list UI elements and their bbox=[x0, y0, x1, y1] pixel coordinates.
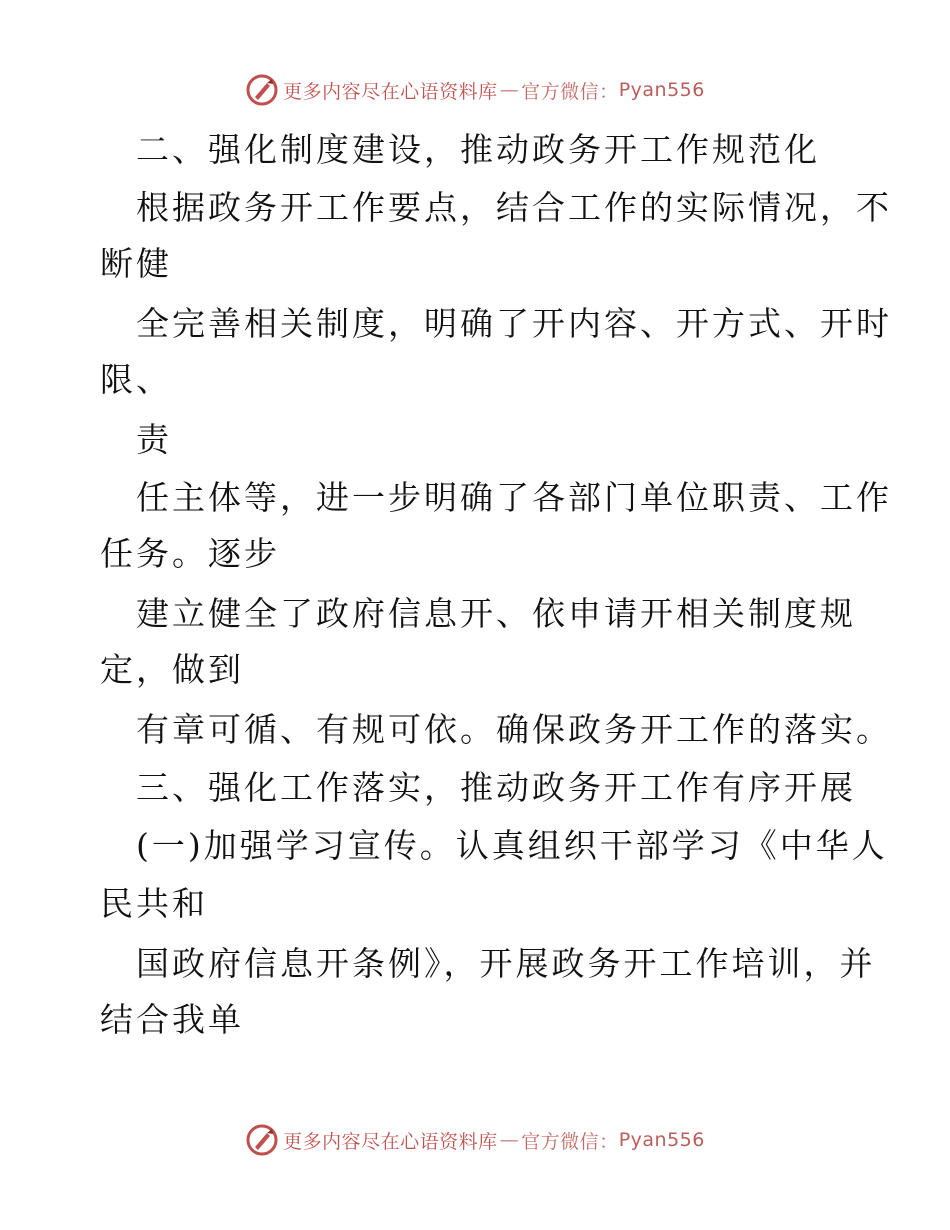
watermark-wechat-label: 官方微信： bbox=[521, 80, 619, 103]
section-heading: 二、强化制度建设，推动政务开工作规范化 bbox=[136, 130, 820, 169]
paragraph-line: 责 bbox=[136, 420, 172, 459]
paragraph-line: (一)加强学习宣传。认真组织干部学习《中华人 bbox=[136, 826, 888, 865]
paragraph-line: 国政府信息开条例》，开展政务开工作培训，并 bbox=[136, 944, 876, 983]
paragraph-line: 任务。逐步 bbox=[100, 534, 280, 573]
paragraph-line: 任主体等，进一步明确了各部门单位职责、工作 bbox=[136, 478, 892, 517]
watermark-separator: — bbox=[499, 1129, 520, 1151]
section-heading: 三、强化工作落实，推动政务开工作有序开展 bbox=[136, 768, 856, 807]
watermark-wechat-id: Pyan556 bbox=[618, 1129, 705, 1151]
watermark-wechat-label: 官方微信： bbox=[521, 1130, 619, 1153]
watermark-separator: — bbox=[499, 79, 520, 101]
paragraph-line: 限、 bbox=[100, 360, 172, 399]
footer-watermark bbox=[0, 1120, 950, 1160]
paragraph-line: 建立健全了政府信息开、依申请开相关制度规 bbox=[136, 594, 856, 633]
paragraph-line: 定，做到 bbox=[100, 650, 244, 689]
paragraph-line: 结合我单 bbox=[100, 1000, 244, 1039]
paragraph-line: 根据政务开工作要点，结合工作的实际情况，不 bbox=[136, 188, 892, 227]
watermark-main-text: 更多内容尽在心语资料库 bbox=[283, 1130, 498, 1153]
paragraph-line: 有章可循、有规可依。确保政务开工作的落实。 bbox=[136, 710, 892, 749]
pen-logo-icon bbox=[245, 73, 279, 107]
paragraph-line: 断健 bbox=[100, 244, 172, 283]
paragraph-line: 全完善相关制度，明确了开内容、开方式、开时 bbox=[136, 304, 892, 343]
header-watermark bbox=[0, 70, 950, 110]
pen-logo-icon bbox=[245, 1123, 279, 1157]
watermark-wechat-id: Pyan556 bbox=[618, 79, 705, 101]
paragraph-line: 民共和 bbox=[100, 884, 208, 923]
watermark-main-text: 更多内容尽在心语资料库 bbox=[283, 80, 498, 103]
